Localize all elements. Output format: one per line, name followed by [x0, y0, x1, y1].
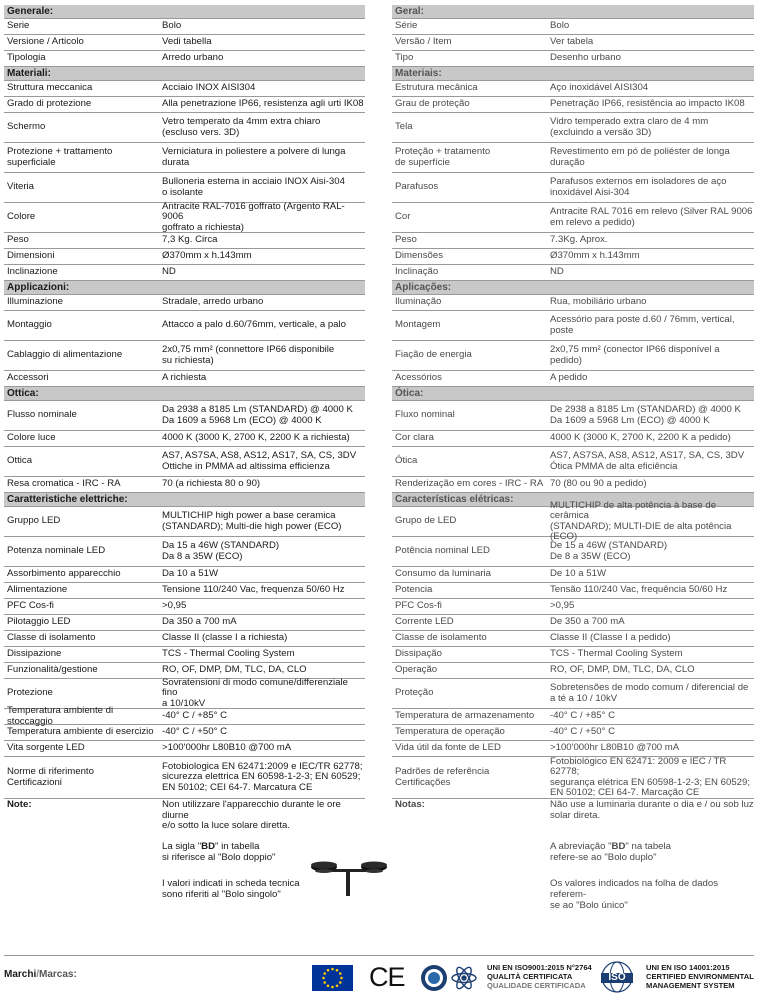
spec-value: >100'000hr L80B10 @700 mA	[162, 742, 292, 754]
spec-label: Peso	[395, 234, 417, 246]
spec-label: Struttura meccanica	[7, 82, 93, 94]
spec-label: Temperatura ambiente di stoccaggio	[7, 705, 114, 727]
bd-suffix: " na tabela refere-se ao "Bolo duplo"	[550, 841, 671, 863]
spec-row	[392, 371, 754, 387]
spec-label: Resa cromatica - IRC - RA	[7, 478, 121, 490]
section-heading-applicazioni: Aplicações:	[392, 281, 754, 295]
spec-row	[392, 81, 754, 97]
spec-row	[4, 143, 365, 173]
spec-value: Ver tabela	[550, 36, 594, 48]
spec-value: 70 (80 ou 90 a pedido)	[550, 478, 647, 490]
spec-label: Cablaggio di alimentazione	[7, 349, 123, 361]
spec-value: 7,3 Kg. Circa	[162, 234, 218, 246]
spec-row	[4, 173, 365, 203]
spec-label: Versão / Item	[395, 36, 452, 48]
spec-label: Fluxo nominal	[395, 409, 455, 421]
atom-logo	[450, 964, 478, 992]
spec-row	[4, 341, 365, 371]
spec-label: Schermo	[7, 121, 46, 133]
spec-label: Montagem	[395, 319, 441, 331]
iso14001-line1: UNI EN ISO 14001:2015	[646, 963, 730, 972]
spec-label: Proteção + tratamento de superfície	[395, 146, 491, 168]
spec-value: -40° C / +50° C	[162, 726, 227, 738]
spec-label: Alimentazione	[7, 584, 68, 596]
spec-value: MULTICHIP de alta potência à base de cerâmica (STANDARD); MULTI-DIE de alta potência (ECO)	[550, 499, 732, 542]
spec-value: 2x0,75 mm² (connettore IP66 disponibile su richiesta)	[162, 344, 335, 366]
spec-row	[4, 431, 365, 447]
spec-label: Operação	[395, 664, 438, 676]
spec-value: TCS - Thermal Cooling System	[550, 648, 683, 660]
spec-value: TCS - Thermal Cooling System	[162, 648, 295, 660]
spec-row	[4, 401, 365, 431]
spec-column-portuguese	[392, 5, 754, 911]
spec-row	[392, 615, 754, 631]
spec-label: Renderização em cores - IRC - RA	[395, 478, 544, 490]
spec-row	[4, 35, 365, 51]
spec-value: Acciaio INOX AISI304	[162, 82, 256, 94]
double-bolo-lamp-image	[310, 860, 388, 896]
spec-value: ND	[162, 266, 176, 278]
spec-row	[4, 757, 365, 799]
spec-value: ND	[550, 266, 564, 278]
spec-label: Protezione	[7, 687, 53, 699]
spec-row	[4, 265, 365, 281]
spec-row	[392, 709, 754, 725]
spec-value: Desenho urbano	[550, 52, 621, 64]
spec-row	[4, 705, 365, 727]
spec-label: Corrente LED	[395, 616, 454, 628]
bd-code: BD	[201, 841, 215, 852]
spec-row	[392, 265, 754, 281]
spec-value: Arredo urbano	[162, 52, 224, 64]
spec-row	[392, 757, 754, 799]
spec-label: Potencia	[395, 584, 433, 596]
spec-row	[4, 725, 365, 741]
spec-row	[392, 51, 754, 67]
spec-row	[4, 51, 365, 67]
spec-label: Tipologia	[7, 52, 46, 64]
spec-value: >0,95	[550, 600, 575, 612]
spec-row	[392, 741, 754, 757]
spec-label: Norme di riferimento Certificazioni	[7, 766, 94, 788]
spec-label: Acessórios	[395, 372, 442, 384]
spec-row	[4, 311, 365, 341]
section-heading-ottica: Ottica:	[4, 387, 365, 401]
spec-value: MULTICHIP high power a base ceramica (STANDARD); Multi-die high power (ECO)	[162, 510, 342, 532]
spec-value: A richiesta	[162, 372, 207, 384]
spec-value: Attacco a palo d.60/76mm, verticale, a palo	[162, 319, 346, 331]
spec-value: Bulloneria esterna in acciaio INOX Aisi-304 o isolante	[162, 176, 345, 198]
spec-row	[392, 477, 754, 493]
spec-label: Estrutura mecânica	[395, 82, 478, 94]
spec-label: Grupo de LED	[395, 515, 457, 527]
marcas-text: Marcas:	[39, 969, 77, 980]
spec-value: Sobretensões de modo comum / diferencial de a té a 10 / 10kV	[550, 682, 749, 704]
spec-row	[4, 599, 365, 615]
spec-label: Illuminazione	[7, 296, 63, 308]
spec-value: Sovratensioni di modo comune/differenziale fino a 10/10kV	[162, 676, 348, 709]
spec-row	[4, 113, 365, 143]
spec-value: Vedi tabella	[162, 36, 212, 48]
spec-value: Parafusos externos em isoladores de aço inoxidável Aisi-304	[550, 176, 727, 198]
bd-abbreviation-note	[550, 841, 754, 863]
spec-row	[392, 583, 754, 599]
spec-value: 4000 K (3000 K, 2700 K, 2200 K a richiesta)	[162, 432, 350, 444]
spec-row	[392, 97, 754, 113]
section-heading-applicazioni: Applicazioni:	[4, 281, 365, 295]
spec-label: Iluminação	[395, 296, 442, 308]
spec-label: Cor	[395, 211, 411, 223]
spec-value: Ø370mm x h.143mm	[550, 250, 640, 262]
marchi-label	[4, 969, 77, 980]
marchi-text: Marchi	[4, 969, 37, 980]
iso14001-line3: MANAGEMENT SYSTEM	[646, 981, 735, 991]
spec-label: Fiação de energia	[395, 349, 472, 361]
spec-value: De 2938 a 8185 Lm (STANDARD) @ 4000 K Da 1609 a 5968 Lm (ECO) @ 4000 K	[550, 404, 741, 426]
spec-row	[392, 431, 754, 447]
notes-text: Não use a luminaria durante o dia e / ou sob luz solar direta.	[550, 799, 754, 821]
spec-row	[4, 200, 365, 233]
spec-row	[4, 477, 365, 493]
spec-value: Revestimento em pó de poliéster de longa duração	[550, 146, 730, 168]
spec-label: Pilotaggio LED	[7, 616, 71, 628]
iso-globe-logo	[598, 960, 636, 996]
spec-value: 70 (a richiesta 80 o 90)	[162, 478, 261, 490]
spec-label: Grado di protezione	[7, 98, 92, 110]
slash-text: /	[36, 969, 40, 980]
spec-label: Inclinação	[395, 266, 439, 278]
spec-row	[4, 81, 365, 97]
spec-label: Parafusos	[395, 181, 439, 193]
spec-row	[392, 663, 754, 679]
spec-value: 7.3Kg. Aprox.	[550, 234, 608, 246]
spec-value: >0,95	[162, 600, 187, 612]
spec-label: Inclinazione	[7, 266, 58, 278]
spec-label: Tela	[395, 121, 413, 133]
spec-row	[4, 233, 365, 249]
notes-row	[4, 799, 365, 841]
spec-row	[4, 97, 365, 113]
spec-value: De 10 a 51W	[550, 568, 606, 580]
notes-label: Note:	[7, 799, 32, 810]
spec-value: A pedido	[550, 372, 588, 384]
spec-label: Serie	[7, 20, 30, 32]
spec-value: Da 350 a 700 mA	[162, 616, 237, 628]
spec-label: Classe di isolamento	[7, 632, 96, 644]
spec-value: 4000 K (3000 K, 2700 K, 2200 K a pedido)	[550, 432, 731, 444]
spec-row	[4, 537, 365, 567]
spec-value: RO, OF, DMP, DM, TLC, DA, CLO	[162, 664, 307, 676]
spec-row	[392, 311, 754, 341]
section-heading-ottica: Ótica:	[392, 387, 754, 401]
spec-value: >100'000hr L80B10 @700 mA	[550, 742, 680, 754]
spec-value: -40° C / +50° C	[550, 726, 615, 738]
spec-row	[392, 19, 754, 35]
spec-label: Grau de proteção	[395, 98, 470, 110]
spec-row	[392, 725, 754, 741]
iso9001-text	[487, 963, 592, 991]
spec-row	[4, 19, 365, 35]
spec-row	[392, 203, 754, 233]
spec-label: Gruppo LED	[7, 515, 61, 527]
spec-value: De 15 a 46W (STANDARD) De 8 a 35W (ECO)	[550, 540, 668, 562]
notes-label: Notas:	[395, 799, 425, 810]
spec-value: Penetração IP66, resistência ao impacto IK08	[550, 98, 745, 110]
spec-value: Acessório para poste d.60 / 76mm, vertical, poste	[550, 314, 735, 336]
spec-label: Dimensões	[395, 250, 443, 262]
spec-label: Proteção	[395, 687, 434, 699]
spec-row	[4, 583, 365, 599]
spec-label: Ottica	[7, 455, 33, 467]
notes-text: Non utilizzare l'apparecchio durante le ore diurne e/o sotto la luce solare diretta.	[162, 799, 341, 831]
spec-label: Accessori	[7, 372, 49, 384]
spec-label: Funzionalità/gestione	[7, 664, 98, 676]
spec-row	[4, 507, 365, 537]
spec-row	[4, 447, 365, 477]
spec-label: Versione / Articolo	[7, 36, 84, 48]
spec-row	[4, 631, 365, 647]
spec-label: Montaggio	[7, 319, 52, 331]
spec-label: Potência nominal LED	[395, 545, 490, 557]
section-heading-generale: Geral:	[392, 5, 754, 19]
spec-value: Stradale, arredo urbano	[162, 296, 264, 308]
spec-value: Aço inoxidável AISI304	[550, 82, 649, 94]
spec-label: Viteria	[7, 181, 35, 193]
spec-row	[392, 341, 754, 371]
spec-row	[392, 567, 754, 583]
spec-value: 2x0,75 mm² (conector IP66 disponível a pedido)	[550, 344, 720, 366]
spec-row	[392, 35, 754, 51]
spec-value: Da 2938 a 8185 Lm (STANDARD) @ 4000 K Da 1609 a 5968 Lm (ECO) @ 4000 K	[162, 404, 353, 426]
spec-label: Vita sorgente LED	[7, 742, 85, 754]
spec-value: Vetro temperato da 4mm extra chiaro (escluso vers. 3D)	[162, 116, 321, 138]
spec-label: PFC Cos-fi	[7, 600, 54, 612]
spec-label: Temperatura ambiente di esercizio	[7, 726, 154, 738]
spec-label: Série	[395, 20, 418, 32]
spec-row	[4, 371, 365, 387]
spec-label: Classe de isolamento	[395, 632, 487, 644]
spec-label: Ótica	[395, 455, 418, 467]
spec-label: Colore luce	[7, 432, 56, 444]
spec-row	[4, 647, 365, 663]
spec-label: Peso	[7, 234, 29, 246]
spec-label: Dissipação	[395, 648, 442, 660]
spec-column-italian	[4, 5, 365, 900]
spec-label: Dimensioni	[7, 250, 55, 262]
spec-value: Antracite RAL 7016 em relevo (Silver RAL 9006 em relevo a pedido)	[550, 206, 753, 228]
spec-label: Tipo	[395, 52, 414, 64]
bd-code: BD	[611, 841, 626, 852]
spec-value: Antracite RAL-7016 goffrato (Argento RAL-9006 goffrato a richiesta)	[162, 200, 345, 233]
spec-label: Potenza nominale LED	[7, 545, 106, 557]
certification-badge-logo	[420, 964, 448, 992]
spec-row	[392, 401, 754, 431]
spec-label: Temperatura de operação	[395, 726, 505, 738]
section-heading-generale: Generale:	[4, 5, 365, 19]
spec-value: Ø370mm x h.143mm	[162, 250, 252, 262]
bd-prefix: La sigla "	[162, 841, 202, 852]
spec-value: RO, OF, DMP, DM, TLC, DA, CLO	[550, 664, 695, 676]
eu-flag-logo	[312, 965, 353, 991]
spec-value: Classe II (classe I a richiesta)	[162, 632, 288, 644]
spec-label: Colore	[7, 211, 36, 223]
spec-row	[392, 447, 754, 477]
iso9001-line3: QUALIDADE CERTIFICADA	[487, 981, 586, 991]
spec-label: Protezione + trattamento superficiale	[7, 146, 113, 168]
spec-row	[4, 741, 365, 757]
spec-row	[392, 113, 754, 143]
section-heading-materiali: Materiais:	[392, 67, 754, 81]
spec-label: Vida útil da fonte de LED	[395, 742, 501, 754]
spec-row	[392, 233, 754, 249]
spec-value: AS7, AS7SA, AS8, AS12, AS17, SA, CS, 3DV Ottiche in PMMA ad altissima efficienza	[162, 450, 357, 472]
spec-value: De 350 a 700 mA	[550, 616, 625, 628]
spec-row	[4, 615, 365, 631]
spec-row	[392, 647, 754, 663]
spec-row	[4, 249, 365, 265]
section-heading-elettriche: Caratteristiche elettriche:	[4, 493, 365, 507]
spec-row	[4, 295, 365, 311]
spec-value: Da 15 a 46W (STANDARD) Da 8 a 35W (ECO)	[162, 540, 280, 562]
spec-row	[392, 249, 754, 265]
spec-label: Cor clara	[395, 432, 434, 444]
notes-row	[392, 799, 754, 841]
iso-logo-text: ISO	[608, 971, 626, 983]
spec-row	[392, 679, 754, 709]
section-heading-elettriche: Características elétricas:	[392, 493, 754, 507]
spec-value: Da 10 a 51W	[162, 568, 218, 580]
bd-suffix: " in tabella si riferisce al "Bolo doppio"	[162, 841, 276, 863]
singolo-note: Os valores indicados na folha de dados referem- se ao "Bolo único"	[550, 878, 718, 911]
iso14001-text	[646, 963, 754, 991]
footer	[0, 953, 758, 1000]
ce-mark-logo: CE	[369, 962, 405, 992]
iso14001-line2: CERTIFIED ENVIRONMENTAL	[646, 972, 754, 982]
bd-prefix: A abreviação "	[550, 841, 612, 852]
spec-row	[392, 599, 754, 615]
spec-value: Fotobiologica EN 62471:2009 e IEC/TR 62778; sicurezza elettrica EN 60598-1-2-3; EN 60529; EN 50102; CEI 64-7. Marcatura CE	[162, 760, 363, 793]
spec-value: Verniciatura in poliestere a polvere di lunga durata	[162, 146, 346, 168]
singolo-note: I valori indicati in scheda tecnica sono riferiti al "Bolo singolo"	[162, 878, 300, 900]
iso9001-line1: UNI EN ISO9001:2015 N°2764	[487, 963, 592, 972]
spec-label: Temperatura de armazenamento	[395, 710, 535, 722]
section-heading-materiali: Materiali:	[4, 67, 365, 81]
spec-label: Flusso nominale	[7, 409, 77, 421]
spec-label: Dissipazione	[7, 648, 62, 660]
spec-label: Consumo da luminaria	[395, 568, 491, 580]
spec-value: Rua, mobiliário urbano	[550, 296, 647, 308]
spec-value: Classe II (Classe I a pedido)	[550, 632, 671, 644]
spec-value: Vidro temperado extra claro de 4 mm (excluindo a versão 3D)	[550, 116, 709, 138]
spec-value: Bolo	[162, 20, 182, 32]
spec-label: PFC Cos-fi	[395, 600, 442, 612]
spec-label: Padrões de referência Certificações	[395, 766, 490, 788]
iso9001-line2: QUALITÀ CERTIFICATA	[487, 972, 573, 982]
spec-row	[392, 537, 754, 567]
spec-value: Tensione 110/240 Vac, frequenza 50/60 Hz	[162, 584, 345, 596]
spec-value: -40° C / +85° C	[162, 710, 227, 722]
spec-row	[392, 143, 754, 173]
spec-value: Bolo	[550, 20, 570, 32]
spec-row	[4, 567, 365, 583]
spec-label: Assorbimento apparecchio	[7, 568, 121, 580]
spec-value: -40° C / +85° C	[550, 710, 615, 722]
spec-row	[392, 295, 754, 311]
spec-row	[392, 631, 754, 647]
spec-value: AS7, AS7SA, AS8, AS12, AS17, SA, CS, 3DV Ótica PMMA de alta eficiência	[550, 450, 745, 472]
spec-value: Alla penetrazione IP66, resistenza agli urti IK08	[162, 98, 364, 110]
spec-value: Fotobiológico EN 62471: 2009 e IEC / TR 62778; segurança elétrica EN 60598-1-2-3; EN 60529; EN 50102; CEI 64-7. Marcação CE	[550, 755, 750, 798]
spec-row	[392, 173, 754, 203]
spec-value: Tensão 110/240 Vac, frequência 50/60 Hz	[550, 584, 728, 596]
